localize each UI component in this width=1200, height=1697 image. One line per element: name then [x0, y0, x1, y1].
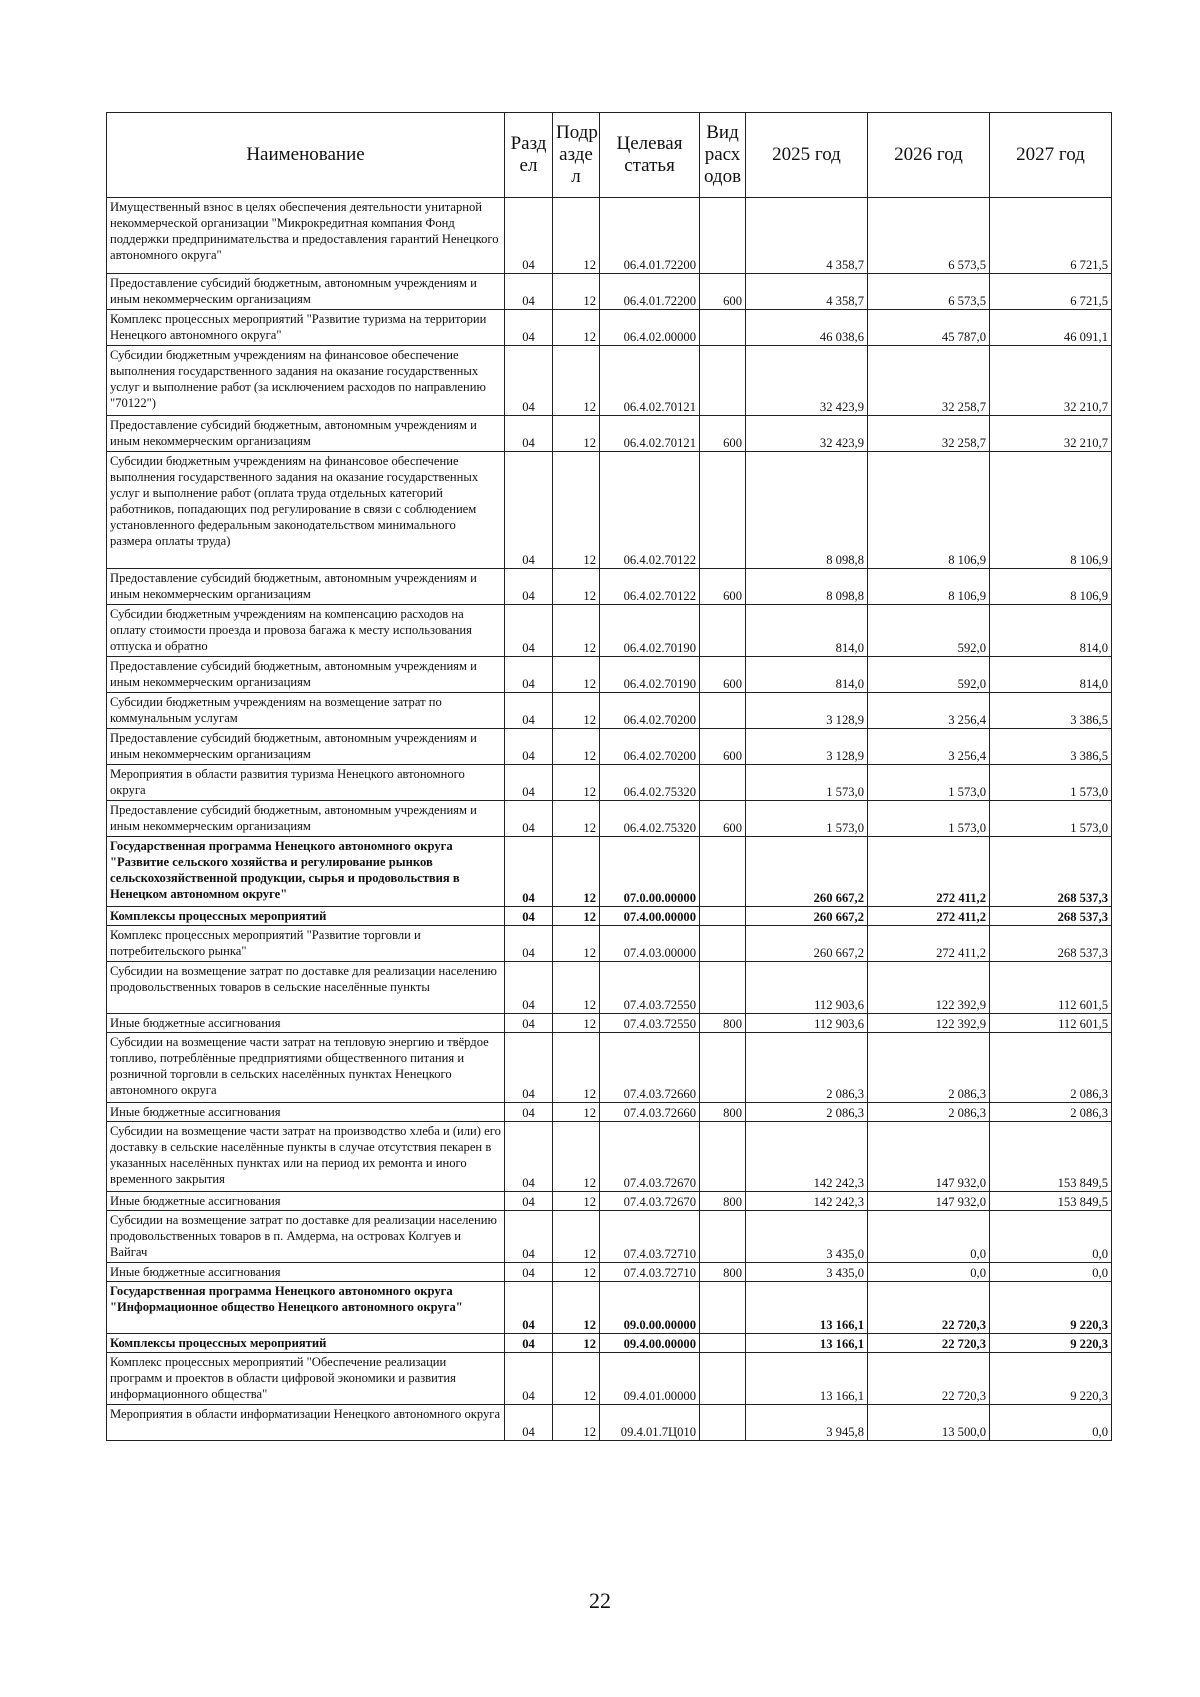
cell-tselevaya-statya: 07.4.03.72710	[600, 1211, 700, 1263]
cell-tselevaya-statya: 09.4.01.7Ц010	[600, 1405, 700, 1441]
cell-value-2026: 147 932,0	[868, 1192, 990, 1211]
cell-tselevaya-statya: 06.4.02.70190	[600, 605, 700, 657]
cell-value-2025: 2 086,3	[746, 1033, 868, 1103]
header-name: Наименование	[107, 113, 505, 198]
cell-podrazdel: 12	[553, 1334, 600, 1353]
cell-value-2027: 8 106,9	[990, 452, 1112, 569]
cell-value-2026: 2 086,3	[868, 1103, 990, 1122]
cell-value-2026: 13 500,0	[868, 1405, 990, 1441]
cell-value-2027: 268 537,3	[990, 907, 1112, 926]
cell-vid-raskhodov	[700, 605, 746, 657]
table-row	[107, 1103, 1112, 1122]
cell-value-2025: 3 945,8	[746, 1405, 868, 1441]
cell-name: Предоставление субсидий бюджетным, автономным учреждениям и иным некоммерческим организациям	[107, 416, 505, 452]
cell-vid-raskhodov: 600	[700, 801, 746, 837]
cell-razdel: 04	[505, 926, 553, 962]
cell-razdel: 04	[505, 1334, 553, 1353]
cell-razdel: 04	[505, 198, 553, 274]
cell-value-2027: 3 386,5	[990, 729, 1112, 765]
table-row	[107, 198, 1112, 274]
cell-razdel: 04	[505, 657, 553, 693]
cell-value-2026: 8 106,9	[868, 452, 990, 569]
cell-tselevaya-statya: 06.4.02.75320	[600, 801, 700, 837]
cell-value-2026: 122 392,9	[868, 1014, 990, 1033]
cell-value-2025: 142 242,3	[746, 1122, 868, 1192]
cell-value-2025: 2 086,3	[746, 1103, 868, 1122]
cell-value-2025: 4 358,7	[746, 198, 868, 274]
table-row	[107, 907, 1112, 926]
cell-value-2027: 0,0	[990, 1263, 1112, 1282]
cell-podrazdel: 12	[553, 605, 600, 657]
cell-vid-raskhodov	[700, 1334, 746, 1353]
cell-value-2027: 46 091,1	[990, 310, 1112, 346]
cell-tselevaya-statya: 06.4.02.70190	[600, 657, 700, 693]
cell-name: Предоставление субсидий бюджетным, автономным учреждениям и иным некоммерческим организациям	[107, 729, 505, 765]
cell-name: Комплекс процессных мероприятий "Развитие торговли и потребительского рынка"	[107, 926, 505, 962]
cell-value-2025: 3 128,9	[746, 729, 868, 765]
cell-name: Комплекс процессных мероприятий "Развитие туризма на территории Ненецкого автономного округа"	[107, 310, 505, 346]
header-year-2025: 2025 год	[746, 113, 868, 198]
cell-name: Комплексы процессных мероприятий	[107, 907, 505, 926]
cell-podrazdel: 12	[553, 801, 600, 837]
cell-value-2026: 22 720,3	[868, 1282, 990, 1334]
cell-razdel: 04	[505, 1211, 553, 1263]
cell-podrazdel: 12	[553, 926, 600, 962]
cell-name: Субсидии бюджетным учреждениям на компенсацию расходов на оплату стоимости проезда и провоза багажа к месту использования отпуска и обратно	[107, 605, 505, 657]
cell-tselevaya-statya: 07.4.03.72670	[600, 1122, 700, 1192]
cell-value-2025: 1 573,0	[746, 765, 868, 801]
cell-value-2027: 0,0	[990, 1405, 1112, 1441]
cell-vid-raskhodov: 600	[700, 569, 746, 605]
table-row	[107, 416, 1112, 452]
table-row	[107, 657, 1112, 693]
cell-razdel: 04	[505, 416, 553, 452]
cell-value-2025: 1 573,0	[746, 801, 868, 837]
cell-value-2026: 122 392,9	[868, 962, 990, 1014]
cell-name: Иные бюджетные ассигнования	[107, 1014, 505, 1033]
cell-razdel: 04	[505, 962, 553, 1014]
cell-tselevaya-statya: 07.4.00.00000	[600, 907, 700, 926]
cell-value-2025: 814,0	[746, 657, 868, 693]
cell-vid-raskhodov: 600	[700, 274, 746, 310]
cell-vid-raskhodov	[700, 926, 746, 962]
cell-razdel: 04	[505, 693, 553, 729]
cell-tselevaya-statya: 07.4.03.72710	[600, 1263, 700, 1282]
header-podrazdel: Подр азде л	[553, 113, 600, 198]
cell-value-2027: 6 721,5	[990, 274, 1112, 310]
cell-value-2026: 0,0	[868, 1263, 990, 1282]
cell-value-2027: 153 849,5	[990, 1122, 1112, 1192]
cell-tselevaya-statya: 06.4.01.72200	[600, 274, 700, 310]
cell-value-2027: 6 721,5	[990, 198, 1112, 274]
cell-value-2026: 22 720,3	[868, 1334, 990, 1353]
cell-value-2025: 112 903,6	[746, 1014, 868, 1033]
cell-value-2027: 9 220,3	[990, 1353, 1112, 1405]
table-row	[107, 765, 1112, 801]
cell-value-2026: 2 086,3	[868, 1033, 990, 1103]
cell-name: Субсидии на возмещение затрат по доставке для реализации населению продовольственных товаров в п. Амдерма, на островах Колгуев и Вайгач	[107, 1211, 505, 1263]
cell-razdel: 04	[505, 605, 553, 657]
cell-value-2027: 814,0	[990, 605, 1112, 657]
cell-value-2026: 592,0	[868, 657, 990, 693]
cell-name: Субсидии бюджетным учреждениям на возмещение затрат по коммунальным услугам	[107, 693, 505, 729]
header-tselevaya-statya: Целевая статья	[600, 113, 700, 198]
cell-podrazdel: 12	[553, 274, 600, 310]
cell-value-2026: 45 787,0	[868, 310, 990, 346]
cell-value-2025: 4 358,7	[746, 274, 868, 310]
cell-value-2025: 3 435,0	[746, 1211, 868, 1263]
cell-tselevaya-statya: 07.4.03.72660	[600, 1033, 700, 1103]
cell-razdel: 04	[505, 907, 553, 926]
cell-value-2025: 13 166,1	[746, 1353, 868, 1405]
cell-value-2026: 8 106,9	[868, 569, 990, 605]
cell-tselevaya-statya: 06.4.02.70122	[600, 569, 700, 605]
table-row	[107, 1405, 1112, 1441]
page-number: 22	[589, 1588, 611, 1613]
cell-value-2025: 13 166,1	[746, 1282, 868, 1334]
cell-value-2025: 32 423,9	[746, 346, 868, 416]
cell-value-2025: 3 128,9	[746, 693, 868, 729]
cell-value-2027: 153 849,5	[990, 1192, 1112, 1211]
cell-value-2026: 147 932,0	[868, 1122, 990, 1192]
cell-razdel: 04	[505, 729, 553, 765]
cell-name: Предоставление субсидий бюджетным, автономным учреждениям и иным некоммерческим организациям	[107, 801, 505, 837]
cell-tselevaya-statya: 06.4.02.70121	[600, 346, 700, 416]
cell-tselevaya-statya: 07.4.03.72550	[600, 962, 700, 1014]
cell-tselevaya-statya: 06.4.02.75320	[600, 765, 700, 801]
cell-razdel: 04	[505, 1282, 553, 1334]
table-row	[107, 310, 1112, 346]
cell-name: Субсидии бюджетным учреждениям на финансовое обеспечение выполнения государственного задания на оказание государственных услуг и выполнение работ (за исключением расходов по направлению "70122")	[107, 346, 505, 416]
cell-value-2026: 6 573,5	[868, 198, 990, 274]
cell-name: Предоставление субсидий бюджетным, автономным учреждениям и иным некоммерческим организациям	[107, 657, 505, 693]
table-header-row	[107, 113, 1112, 198]
cell-razdel: 04	[505, 1033, 553, 1103]
cell-value-2027: 268 537,3	[990, 837, 1112, 907]
table-row	[107, 1192, 1112, 1211]
table-row	[107, 346, 1112, 416]
cell-razdel: 04	[505, 1122, 553, 1192]
cell-name: Субсидии бюджетным учреждениям на финансовое обеспечение выполнения государственного задания на оказание государственных услуг и выполнение работ (оплата труда отдельных категорий работников, попадающих под регулирование в связи с соблюдением установленного федеральным законодательством минимального размера оплаты труда)	[107, 452, 505, 569]
cell-vid-raskhodov	[700, 452, 746, 569]
cell-tselevaya-statya: 07.4.03.72660	[600, 1103, 700, 1122]
header-vid-raskhodov: Вид расх одов	[700, 113, 746, 198]
cell-value-2027: 112 601,5	[990, 1014, 1112, 1033]
header-razdel: Разд ел	[505, 113, 553, 198]
cell-podrazdel: 12	[553, 416, 600, 452]
cell-podrazdel: 12	[553, 693, 600, 729]
table-body	[107, 198, 1112, 1441]
table-row	[107, 837, 1112, 907]
cell-podrazdel: 12	[553, 729, 600, 765]
header-year-2027: 2027 год	[990, 113, 1112, 198]
cell-value-2025: 8 098,8	[746, 452, 868, 569]
cell-tselevaya-statya: 06.4.02.00000	[600, 310, 700, 346]
table-row	[107, 605, 1112, 657]
cell-value-2027: 8 106,9	[990, 569, 1112, 605]
cell-value-2025: 46 038,6	[746, 310, 868, 346]
cell-value-2027: 9 220,3	[990, 1282, 1112, 1334]
cell-value-2026: 32 258,7	[868, 346, 990, 416]
cell-value-2027: 112 601,5	[990, 962, 1112, 1014]
header-year-2026: 2026 год	[868, 113, 990, 198]
table-row	[107, 569, 1112, 605]
table-row	[107, 452, 1112, 569]
cell-value-2027: 1 573,0	[990, 801, 1112, 837]
cell-vid-raskhodov	[700, 693, 746, 729]
cell-tselevaya-statya: 06.4.02.70122	[600, 452, 700, 569]
cell-value-2027: 2 086,3	[990, 1033, 1112, 1103]
cell-value-2026: 272 411,2	[868, 907, 990, 926]
cell-podrazdel: 12	[553, 198, 600, 274]
cell-podrazdel: 12	[553, 1122, 600, 1192]
cell-vid-raskhodov: 800	[700, 1192, 746, 1211]
cell-podrazdel: 12	[553, 1033, 600, 1103]
cell-value-2025: 8 098,8	[746, 569, 868, 605]
cell-name: Субсидии на возмещение части затрат на производство хлеба и (или) его доставку в сельские населённые пункты в случае отсутствия пекарен в указанных населённых пунктах или на период их ремонта и иного временного закрытия	[107, 1122, 505, 1192]
cell-podrazdel: 12	[553, 657, 600, 693]
cell-name: Комплекс процессных мероприятий "Обеспечение реализации программ и проектов в области цифровой экономики и развития информационного общества"	[107, 1353, 505, 1405]
cell-podrazdel: 12	[553, 310, 600, 346]
cell-razdel: 04	[505, 1014, 553, 1033]
cell-tselevaya-statya: 06.4.02.70200	[600, 729, 700, 765]
cell-razdel: 04	[505, 837, 553, 907]
cell-name: Иные бюджетные ассигнования	[107, 1192, 505, 1211]
cell-value-2026: 3 256,4	[868, 729, 990, 765]
cell-name: Субсидии на возмещение затрат по доставке для реализации населению продовольственных товаров в сельские населённые пункты	[107, 962, 505, 1014]
cell-value-2025: 260 667,2	[746, 837, 868, 907]
table-row	[107, 962, 1112, 1014]
cell-vid-raskhodov	[700, 837, 746, 907]
cell-tselevaya-statya: 06.4.01.72200	[600, 198, 700, 274]
cell-value-2027: 32 210,7	[990, 346, 1112, 416]
cell-razdel: 04	[505, 801, 553, 837]
cell-vid-raskhodov	[700, 1122, 746, 1192]
cell-value-2027: 0,0	[990, 1211, 1112, 1263]
table-row	[107, 1014, 1112, 1033]
cell-value-2025: 32 423,9	[746, 416, 868, 452]
cell-vid-raskhodov	[700, 346, 746, 416]
cell-value-2026: 1 573,0	[868, 801, 990, 837]
cell-value-2025: 112 903,6	[746, 962, 868, 1014]
cell-tselevaya-statya: 07.4.03.00000	[600, 926, 700, 962]
cell-value-2027: 3 386,5	[990, 693, 1112, 729]
cell-value-2026: 592,0	[868, 605, 990, 657]
cell-value-2027: 1 573,0	[990, 765, 1112, 801]
cell-razdel: 04	[505, 1192, 553, 1211]
cell-tselevaya-statya: 09.4.01.00000	[600, 1353, 700, 1405]
cell-value-2027: 2 086,3	[990, 1103, 1112, 1122]
cell-tselevaya-statya: 09.0.00.00000	[600, 1282, 700, 1334]
cell-tselevaya-statya: 06.4.02.70200	[600, 693, 700, 729]
cell-razdel: 04	[505, 452, 553, 569]
cell-podrazdel: 12	[553, 569, 600, 605]
cell-vid-raskhodov	[700, 1282, 746, 1334]
cell-vid-raskhodov: 800	[700, 1014, 746, 1033]
cell-razdel: 04	[505, 310, 553, 346]
cell-value-2025: 142 242,3	[746, 1192, 868, 1211]
cell-name: Мероприятия в области информатизации Ненецкого автономного округа	[107, 1405, 505, 1441]
table-row	[107, 1334, 1112, 1353]
cell-value-2027: 9 220,3	[990, 1334, 1112, 1353]
cell-value-2027: 814,0	[990, 657, 1112, 693]
cell-vid-raskhodov	[700, 198, 746, 274]
cell-name: Субсидии на возмещение части затрат на тепловую энергию и твёрдое топливо, потреблённые предприятиями общественного питания и розничной торговли в сельских населённых пунктах Ненецкого автономного округа	[107, 1033, 505, 1103]
cell-podrazdel: 12	[553, 452, 600, 569]
table-row	[107, 274, 1112, 310]
cell-razdel: 04	[505, 765, 553, 801]
cell-value-2026: 272 411,2	[868, 837, 990, 907]
table-row	[107, 1263, 1112, 1282]
cell-value-2026: 6 573,5	[868, 274, 990, 310]
table-row	[107, 1211, 1112, 1263]
cell-podrazdel: 12	[553, 1014, 600, 1033]
cell-podrazdel: 12	[553, 1282, 600, 1334]
cell-podrazdel: 12	[553, 962, 600, 1014]
cell-razdel: 04	[505, 346, 553, 416]
cell-podrazdel: 12	[553, 1103, 600, 1122]
cell-podrazdel: 12	[553, 1192, 600, 1211]
table-row	[107, 1122, 1112, 1192]
cell-name: Иные бюджетные ассигнования	[107, 1263, 505, 1282]
cell-vid-raskhodov	[700, 962, 746, 1014]
table-row	[107, 693, 1112, 729]
cell-vid-raskhodov: 600	[700, 657, 746, 693]
cell-value-2027: 268 537,3	[990, 926, 1112, 962]
cell-podrazdel: 12	[553, 765, 600, 801]
cell-podrazdel: 12	[553, 1263, 600, 1282]
cell-value-2026: 3 256,4	[868, 693, 990, 729]
cell-value-2027: 32 210,7	[990, 416, 1112, 452]
cell-name: Государственная программа Ненецкого автономного округа "Развитие сельского хозяйства и регулирование рынков сельскохозяйственной продукции, сырья и продовольствия в Ненецком автономном округе"	[107, 837, 505, 907]
cell-value-2025: 814,0	[746, 605, 868, 657]
cell-value-2025: 3 435,0	[746, 1263, 868, 1282]
cell-vid-raskhodov: 800	[700, 1103, 746, 1122]
cell-value-2026: 32 258,7	[868, 416, 990, 452]
cell-name: Мероприятия в области развития туризма Ненецкого автономного округа	[107, 765, 505, 801]
cell-razdel: 04	[505, 1263, 553, 1282]
cell-vid-raskhodov	[700, 1353, 746, 1405]
budget-table	[106, 112, 1112, 1441]
cell-podrazdel: 12	[553, 837, 600, 907]
table-row	[107, 1282, 1112, 1334]
cell-tselevaya-statya: 09.4.00.00000	[600, 1334, 700, 1353]
table-row	[107, 926, 1112, 962]
cell-tselevaya-statya: 07.4.03.72550	[600, 1014, 700, 1033]
cell-name: Предоставление субсидий бюджетным, автономным учреждениям и иным некоммерческим организациям	[107, 569, 505, 605]
cell-razdel: 04	[505, 274, 553, 310]
cell-value-2026: 272 411,2	[868, 926, 990, 962]
cell-razdel: 04	[505, 1405, 553, 1441]
cell-vid-raskhodov	[700, 765, 746, 801]
cell-name: Имущественный взнос в целях обеспечения деятельности унитарной некоммерческой организации "Микрокредитная компания Фонд поддержки предпринимательства и предоставления гарантий Ненецкого автономного округа"	[107, 198, 505, 274]
cell-value-2026: 0,0	[868, 1211, 990, 1263]
cell-podrazdel: 12	[553, 907, 600, 926]
cell-name: Иные бюджетные ассигнования	[107, 1103, 505, 1122]
cell-value-2026: 22 720,3	[868, 1353, 990, 1405]
table-row	[107, 1353, 1112, 1405]
table-row	[107, 801, 1112, 837]
cell-vid-raskhodov	[700, 907, 746, 926]
cell-tselevaya-statya: 07.0.00.00000	[600, 837, 700, 907]
cell-vid-raskhodov	[700, 1033, 746, 1103]
cell-podrazdel: 12	[553, 1211, 600, 1263]
cell-razdel: 04	[505, 1103, 553, 1122]
cell-tselevaya-statya: 07.4.03.72670	[600, 1192, 700, 1211]
cell-tselevaya-statya: 06.4.02.70121	[600, 416, 700, 452]
cell-vid-raskhodov: 800	[700, 1263, 746, 1282]
cell-vid-raskhodov	[700, 310, 746, 346]
cell-name: Комплексы процессных мероприятий	[107, 1334, 505, 1353]
cell-podrazdel: 12	[553, 346, 600, 416]
cell-razdel: 04	[505, 1353, 553, 1405]
cell-vid-raskhodov: 600	[700, 729, 746, 765]
table-row	[107, 729, 1112, 765]
table-row	[107, 1033, 1112, 1103]
cell-podrazdel: 12	[553, 1405, 600, 1441]
cell-name: Государственная программа Ненецкого автономного округа "Информационное общество Ненецкого автономного округа"	[107, 1282, 505, 1334]
cell-value-2026: 1 573,0	[868, 765, 990, 801]
cell-vid-raskhodov	[700, 1211, 746, 1263]
cell-vid-raskhodov: 600	[700, 416, 746, 452]
cell-value-2025: 13 166,1	[746, 1334, 868, 1353]
cell-podrazdel: 12	[553, 1353, 600, 1405]
cell-name: Предоставление субсидий бюджетным, автономным учреждениям и иным некоммерческим организациям	[107, 274, 505, 310]
cell-value-2025: 260 667,2	[746, 907, 868, 926]
cell-vid-raskhodov	[700, 1405, 746, 1441]
cell-razdel: 04	[505, 569, 553, 605]
cell-value-2025: 260 667,2	[746, 926, 868, 962]
